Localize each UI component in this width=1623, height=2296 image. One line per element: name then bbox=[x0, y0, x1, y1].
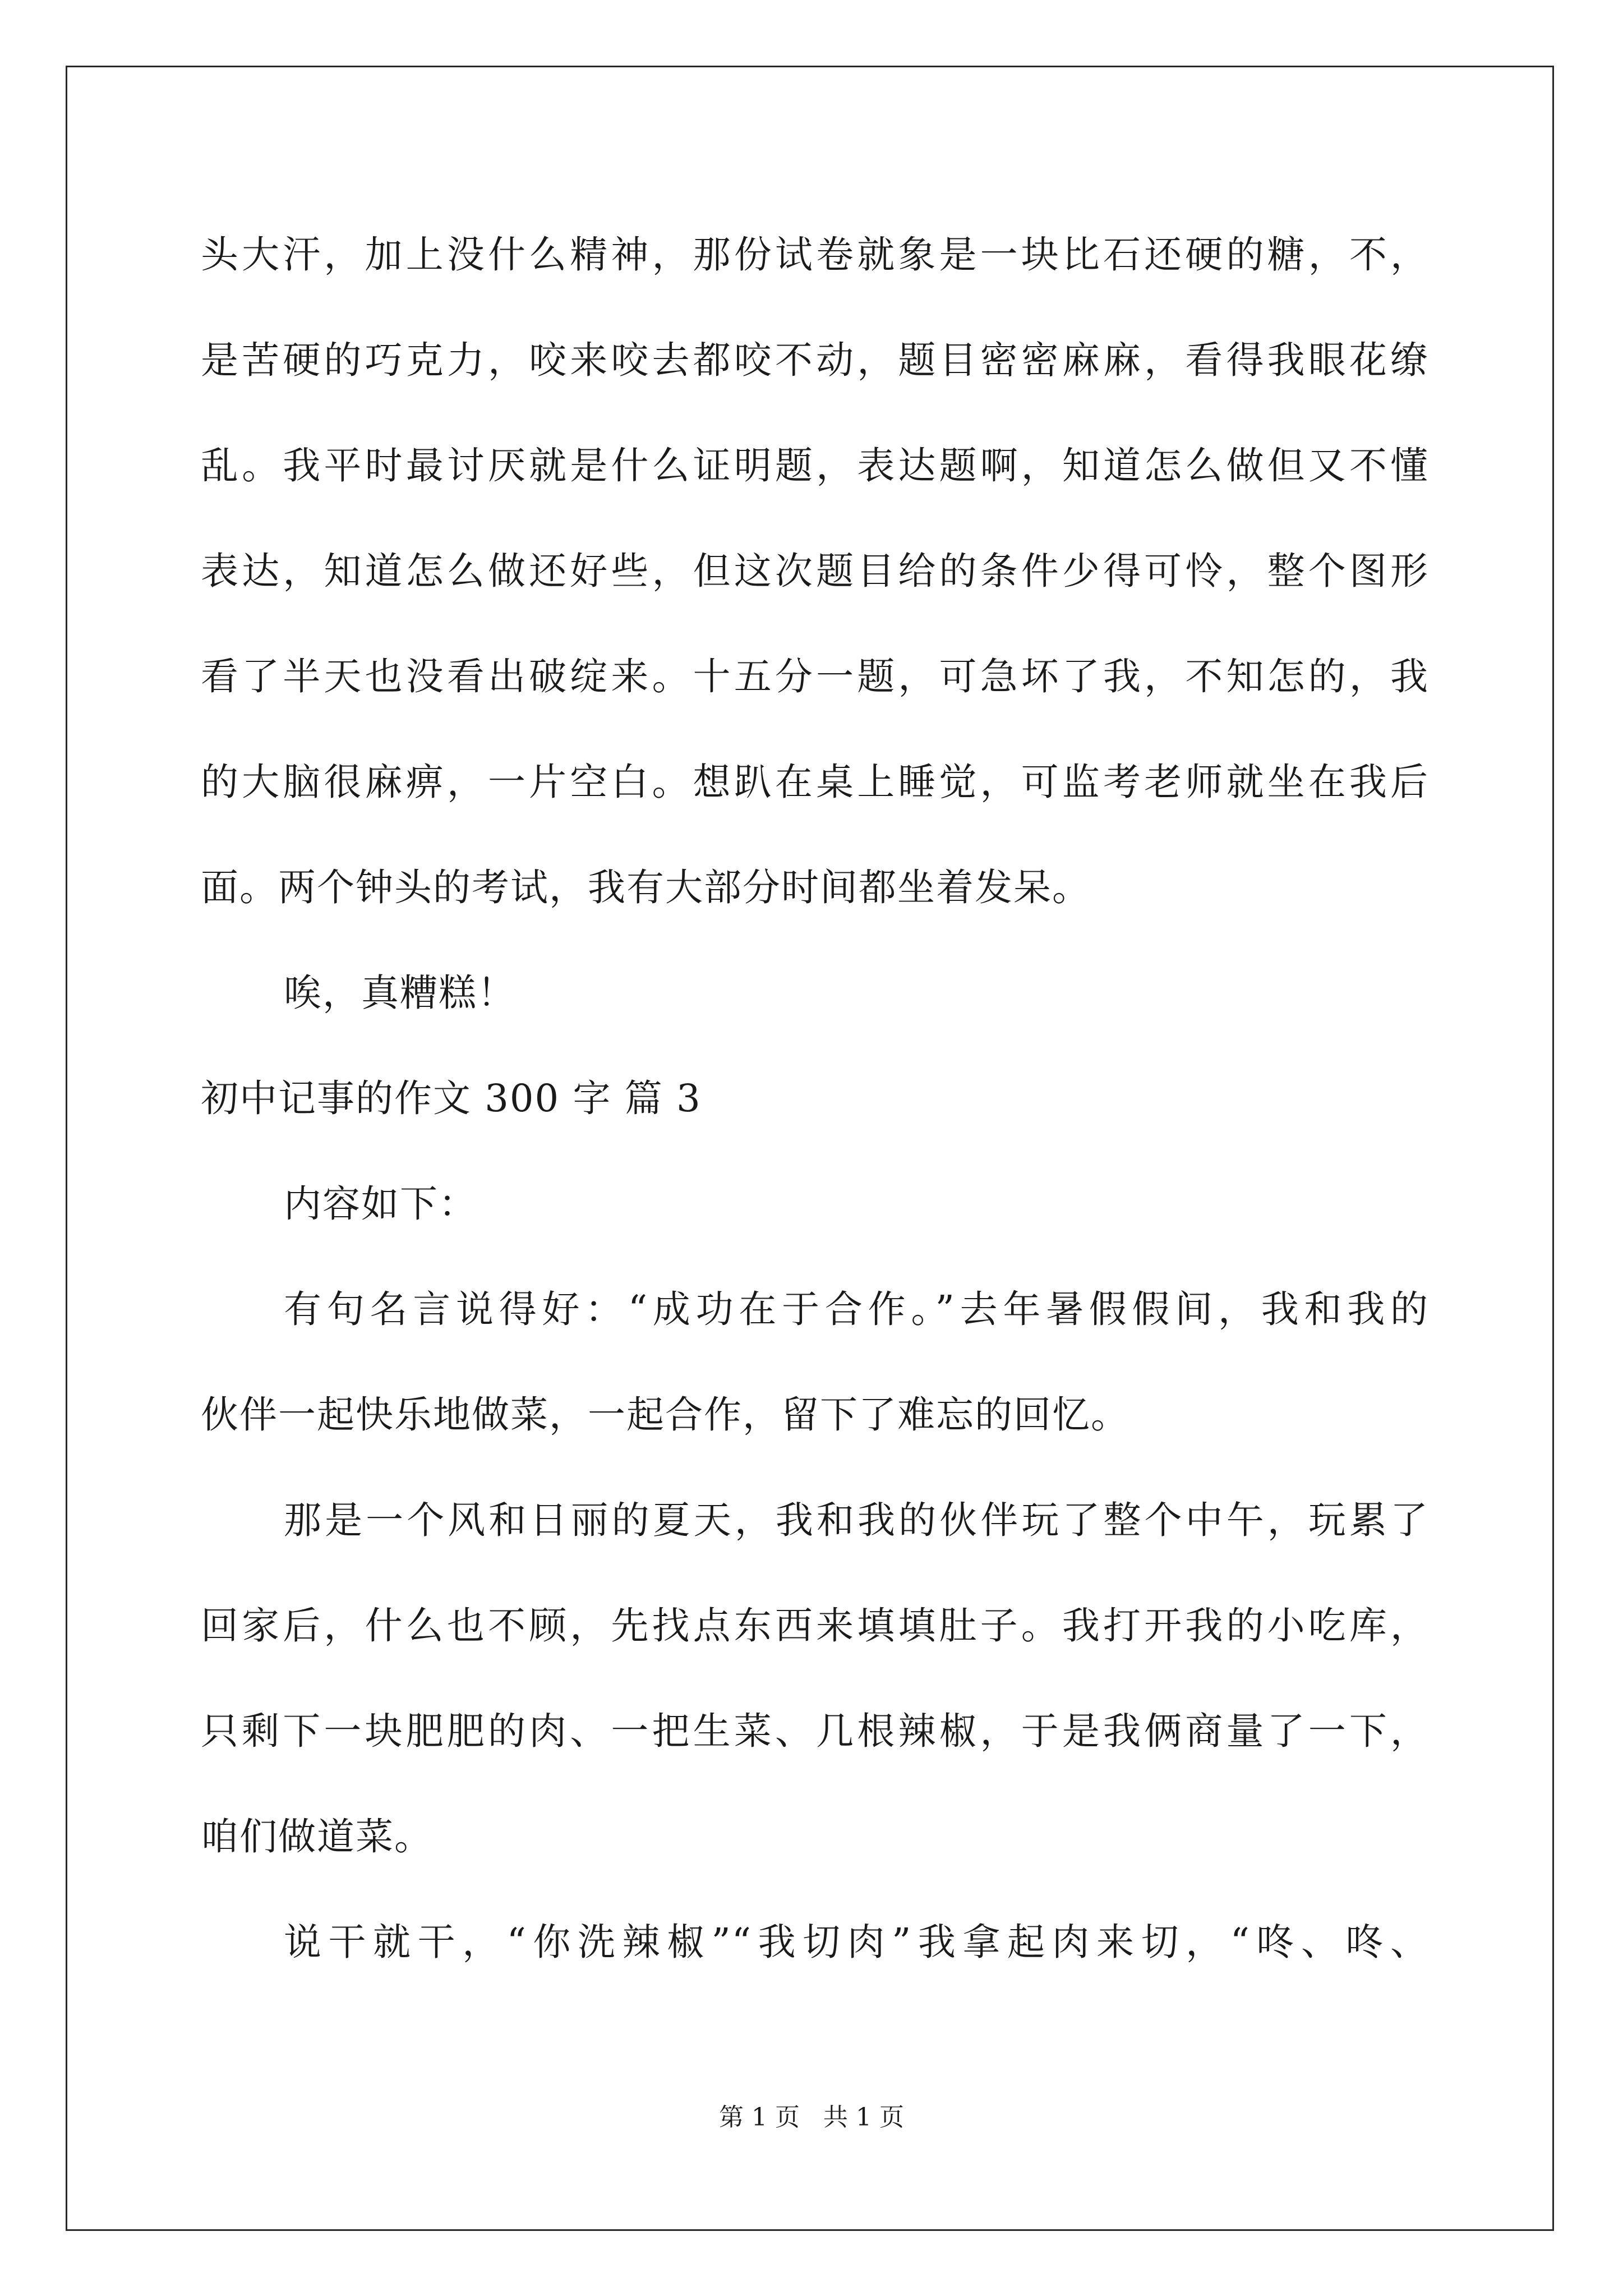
paragraph-line: 乱。我平时最讨厌就是什么证明题，表达题啊，知道怎么做但又不懂 bbox=[201, 444, 1429, 487]
paragraph-line: 说干就干，“你洗辣椒”“我切肉”我拿起肉来切，“咚、咚、 bbox=[284, 1920, 1429, 1964]
document-body bbox=[201, 202, 1429, 1995]
paragraph-line: 看了半天也没看出破绽来。十五分一题，可急坏了我，不知怎的，我 bbox=[201, 655, 1429, 698]
paragraph-line: 那是一个风和日丽的夏天，我和我的伙伴玩了整个中午，玩累了 bbox=[284, 1498, 1429, 1542]
paragraph-line: 唉，真糟糕！ bbox=[284, 971, 516, 1015]
paragraph-line: 有句名言说得好：“成功在于合作。”去年暑假假间，我和我的 bbox=[284, 1287, 1429, 1331]
paragraph-line: 内容如下： bbox=[284, 1182, 477, 1226]
paragraph-line: 伙伴一起快乐地做菜，一起合作，留下了难忘的回忆。 bbox=[201, 1393, 1129, 1437]
paragraph-line: 面。两个钟头的考试，我有大部分时间都坐着发呆。 bbox=[201, 866, 1091, 909]
paragraph-line: 回家后，什么也不顾，先找点东西来填填肚子。我打开我的小吃库， bbox=[201, 1604, 1429, 1648]
paragraph-line: 表达，知道怎么做还好些，但这次题目给的条件少得可怜，整个图形 bbox=[201, 549, 1429, 593]
paragraph-line: 咱们做道菜。 bbox=[201, 1815, 433, 1858]
paragraph-line: 头大汗，加上没什么精神，那份试卷就象是一块比石还硬的糖，不， bbox=[201, 233, 1429, 277]
page-footer: 第 1 页 共 1 页 bbox=[719, 2103, 904, 2132]
paragraph-line: 的大脑很麻痹，一片空白。想趴在桌上睡觉，可监考老师就坐在我后 bbox=[201, 760, 1429, 804]
section-heading: 初中记事的作文 300 字 篇 3 bbox=[201, 1076, 702, 1120]
paragraph-line: 只剩下一块肥肥的肉、一把生菜、几根辣椒，于是我俩商量了一下， bbox=[201, 1709, 1429, 1753]
paragraph-line: 是苦硬的巧克力，咬来咬去都咬不动，题目密密麻麻，看得我眼花缭 bbox=[201, 338, 1429, 382]
